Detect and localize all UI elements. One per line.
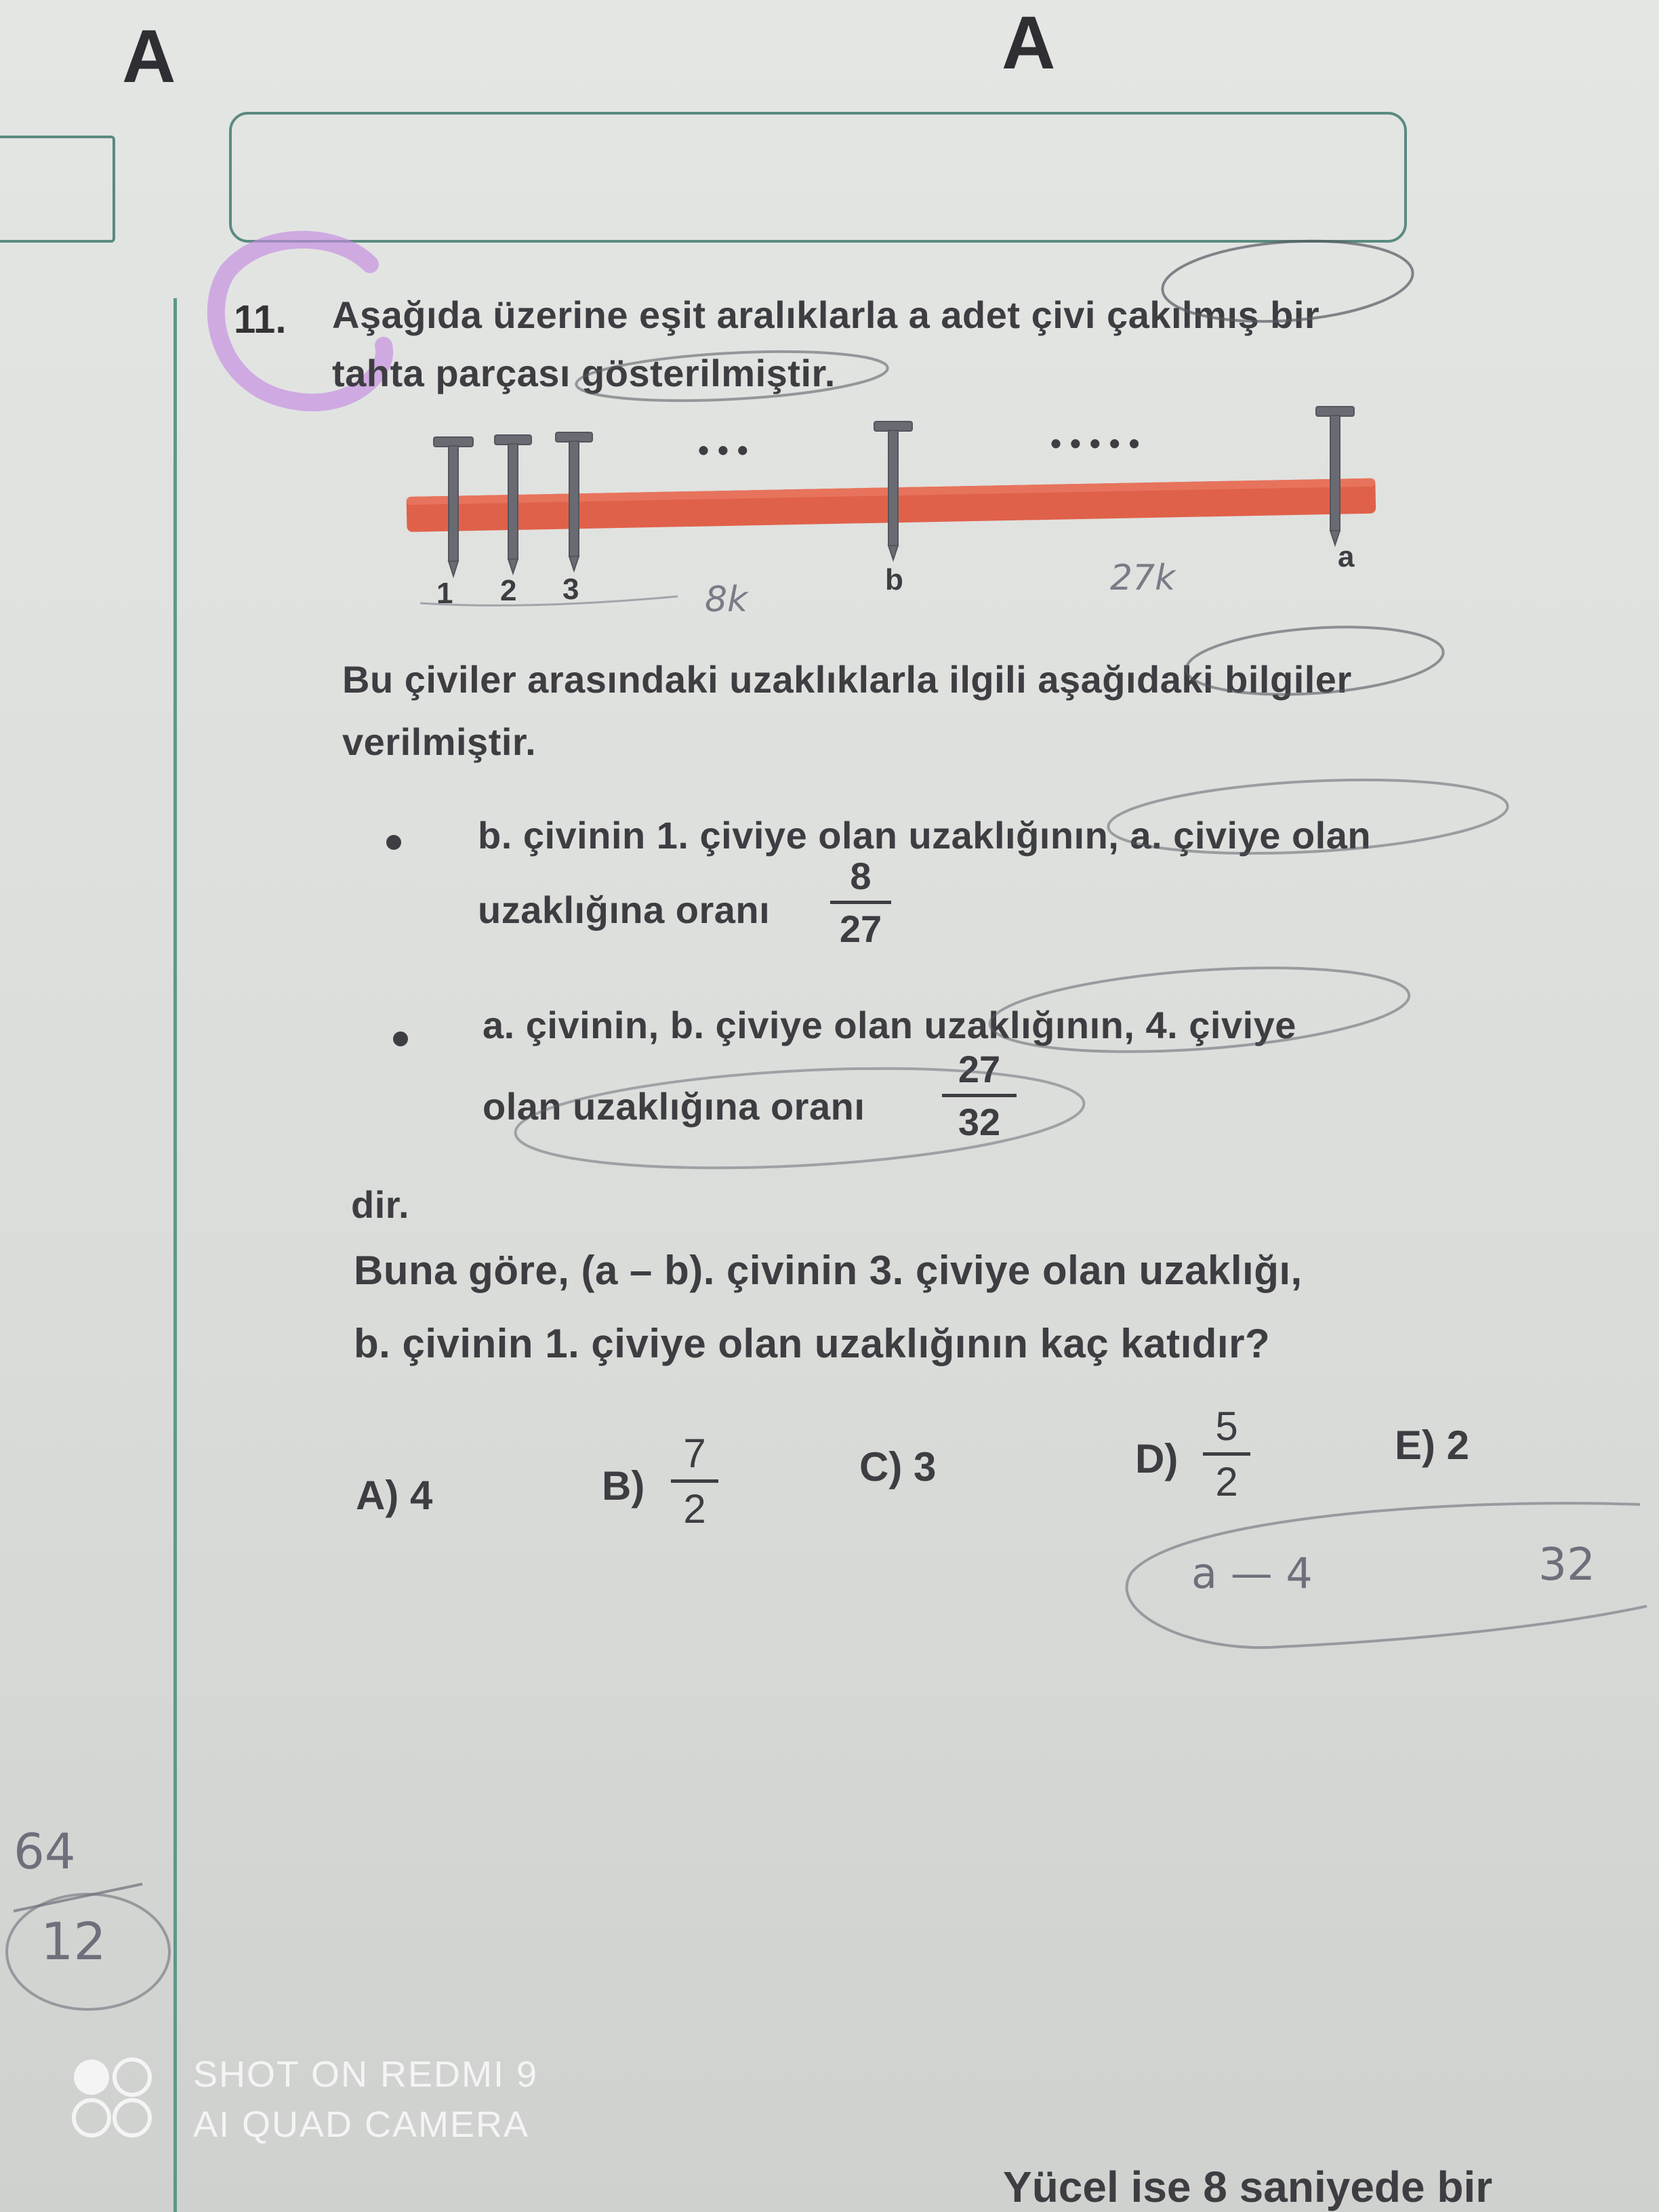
nail-label-3: 3 (562, 573, 579, 606)
bullet-1-frac-num: 8 (850, 855, 872, 897)
ellipsis-2: • • • • • (1050, 426, 1140, 461)
choice-b-fraction[interactable] (671, 1430, 718, 1532)
handwritten-64: 64 (14, 1823, 76, 1880)
fraction-bar (1203, 1452, 1250, 1456)
bullet-2-frac-den: 32 (958, 1101, 1001, 1143)
choice-e[interactable]: E) 2 (1395, 1422, 1470, 1468)
nail-label-a: a (1338, 540, 1355, 573)
choice-b-den: 2 (683, 1486, 706, 1532)
fraction-bar (830, 901, 891, 904)
choice-d-prefix[interactable]: D) (1135, 1436, 1179, 1481)
choice-d-num: 5 (1215, 1404, 1238, 1449)
pencil-oval-intro-1 (1152, 217, 1423, 352)
left-header-box (0, 136, 115, 243)
nail-label-2: 2 (500, 574, 517, 607)
pencil-oval-bullet-1 (1098, 766, 1518, 867)
choice-d-den: 2 (1215, 1459, 1238, 1504)
watermark-line-1: SHOT ON REDMI 9 (193, 2054, 539, 2095)
intro-line-2: tahta parçası gösterilmiştir. (332, 352, 836, 394)
handwritten-12: 12 (41, 1911, 106, 1971)
bullet-1-dot (386, 835, 401, 850)
bullet-2-line-1: a. çivinin, b. çiviye olan uzaklığının, 4. çiviye (483, 1004, 1296, 1046)
handwritten-a-4: a — 4 (1191, 1549, 1313, 1598)
choice-c[interactable]: C) 3 (859, 1444, 937, 1490)
question-number: 11. (234, 298, 287, 342)
bullet-2-line-2: olan uzaklığına oranı (483, 1085, 865, 1128)
fraction-bar (671, 1479, 718, 1483)
pencil-oval-margin (0, 1870, 197, 2047)
ask-line-2: b. çivinin 1. çiviye olan uzaklığının kaç katıdır? (354, 1321, 1271, 1366)
nail-label-b: b (885, 563, 903, 596)
bullet-2-frac-num: 27 (958, 1048, 1001, 1090)
nail-board-diagram (393, 393, 1396, 637)
choice-a[interactable]: A) 4 (356, 1473, 433, 1518)
ask-line-1: Buna göre, (a – b). çivinin 3. çiviye olan uzaklığı, (354, 1248, 1303, 1293)
watermark-line-2: AI QUAD CAMERA (193, 2104, 530, 2145)
pencil-oval-notes (1111, 1491, 1654, 1667)
pencil-oval-bullet-2b (508, 1037, 1091, 1186)
bullet-1-frac-den: 27 (839, 907, 882, 950)
camera-watermark-icon (68, 2053, 163, 2142)
bullet-2-dot (393, 1031, 408, 1046)
handwritten-27k: 27k (1110, 558, 1176, 598)
nail-a (1316, 407, 1354, 545)
info-line-2: verilmiştir. (342, 720, 537, 763)
pencil-oval-info (1179, 613, 1450, 708)
intro-line-1: Aşağıda üzerine eşit aralıklarla a adet çivi çakılmış bir (332, 293, 1320, 336)
info-line-1: Bu çiviler arasındaki uzaklıklarla ilgili aşağıdaki bilgiler (342, 658, 1352, 701)
choice-d-fraction[interactable] (1203, 1403, 1250, 1505)
dir-text: dir. (351, 1183, 410, 1226)
choice-b-prefix[interactable]: B) (602, 1463, 645, 1509)
page-letter-left: A (122, 15, 176, 98)
nail-label-1: 1 (436, 577, 453, 610)
choice-b-num: 7 (683, 1431, 706, 1476)
handwritten-32: 32 (1538, 1538, 1595, 1591)
bullet-1-line-1: b. çivinin 1. çiviye olan uzaklığının, a. çiviye olan (478, 814, 1372, 857)
bullet-1-line-2: uzaklığına oranı (478, 888, 771, 931)
handwritten-8k: 8k (705, 579, 748, 620)
ellipsis-1: • • • (698, 432, 748, 468)
page-letter-center: A (1002, 1, 1056, 85)
bullet-1-fraction (830, 854, 891, 951)
footer-next-question-text: Yücel ise 8 saniyede bir (1003, 2163, 1493, 2211)
